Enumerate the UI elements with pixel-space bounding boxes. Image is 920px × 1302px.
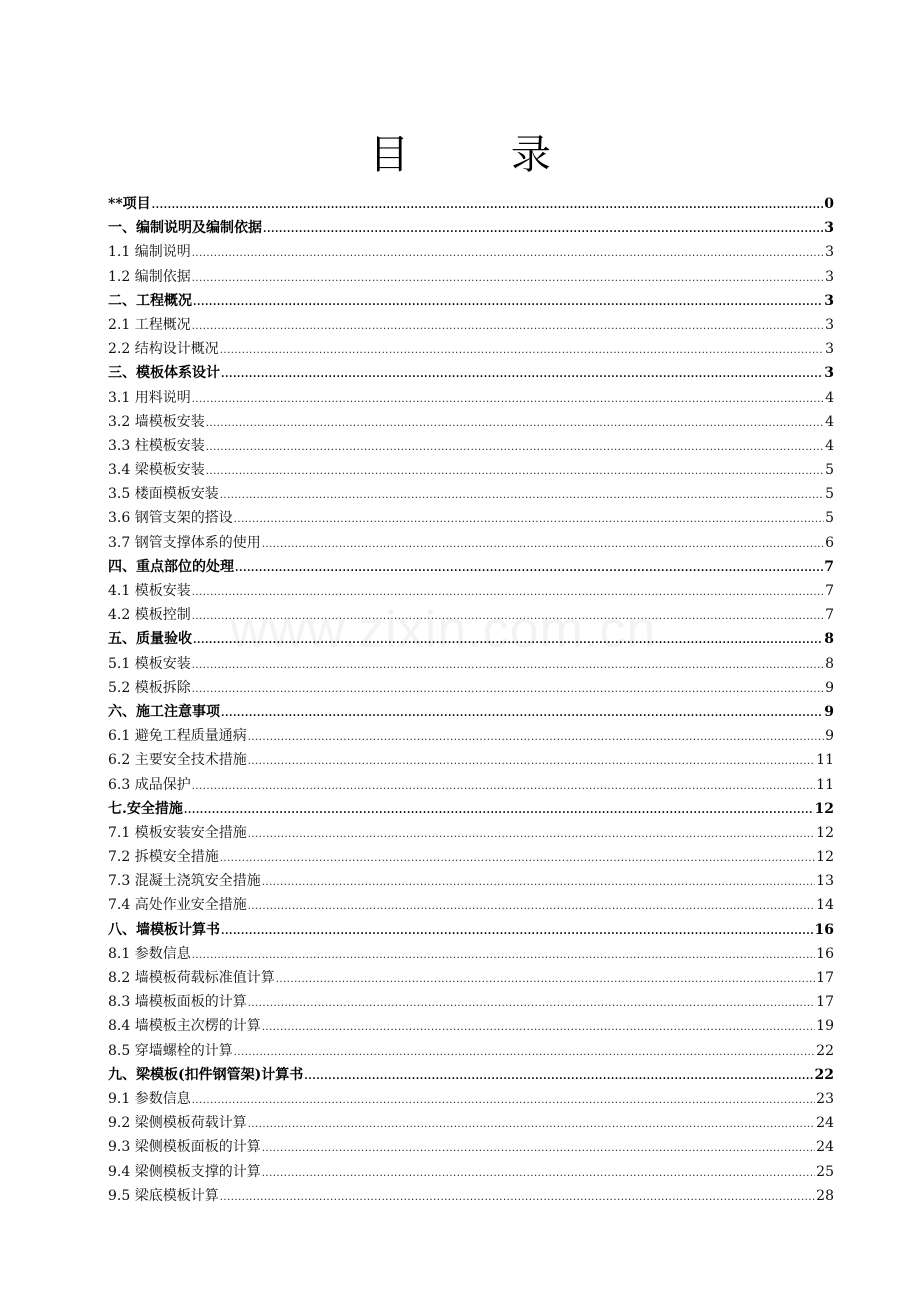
toc-entry-title: 五、质量验收 — [108, 631, 192, 648]
toc-dot-leader — [262, 871, 815, 895]
toc-page-number: 4 — [825, 413, 834, 430]
toc-dot-leader — [206, 460, 824, 484]
toc-entry[interactable] — [108, 627, 834, 651]
toc-dot-leader — [192, 1089, 815, 1113]
toc-page-number: 16 — [816, 945, 834, 962]
toc-page-number: 5 — [825, 462, 834, 479]
toc-dot-leader — [192, 267, 824, 291]
toc-entry[interactable] — [108, 265, 834, 289]
toc-dot-leader — [193, 629, 823, 653]
toc-entry-title: 9.4 梁侧模板支撑的计算 — [108, 1163, 261, 1180]
toc-page-number: 0 — [824, 196, 834, 212]
toc-page-number: 3 — [824, 292, 834, 309]
toc-entry[interactable] — [108, 942, 834, 966]
toc-entry-title: 3.6 钢管支架的搭设 — [108, 510, 233, 527]
toc-page-number: 24 — [816, 1139, 834, 1156]
toc-page-number: 23 — [816, 1090, 834, 1107]
page-title: 目 录 — [369, 132, 551, 178]
toc-entry[interactable] — [108, 966, 834, 990]
toc-entry[interactable] — [108, 216, 834, 240]
toc-entry-title: 7.1 模板安装安全措施 — [108, 824, 247, 841]
toc-entry[interactable] — [108, 918, 834, 942]
toc-page-number: 12 — [814, 800, 834, 817]
toc-page-number: 16 — [814, 921, 834, 938]
toc-entry-title: 六、施工注意事项 — [108, 703, 220, 720]
toc-entry-title: 6.3 成品保护 — [108, 776, 191, 793]
toc-entry-title: 2.2 结构设计概况 — [108, 341, 219, 358]
toc-entry[interactable] — [108, 555, 834, 579]
toc-entry[interactable] — [108, 1087, 834, 1111]
toc-entry[interactable] — [108, 386, 834, 410]
toc-page-number: 9 — [825, 679, 834, 696]
toc-page-number: 7 — [824, 558, 834, 575]
toc-entry[interactable] — [108, 313, 834, 337]
toc-entry-title: 3.7 钢管支撑体系的使用 — [108, 534, 261, 551]
toc-page-number: 24 — [816, 1115, 834, 1132]
toc-dot-leader — [221, 920, 814, 944]
toc-entry[interactable] — [108, 773, 834, 797]
toc-entry-title: 3.4 梁模板安装 — [108, 462, 205, 479]
toc-entry-title: 6.1 避免工程质量通病 — [108, 728, 247, 745]
toc-entry[interactable] — [108, 579, 834, 603]
toc-entry-title: 1.1 编制说明 — [108, 244, 191, 261]
toc-entry[interactable] — [108, 410, 834, 434]
toc-entry[interactable] — [108, 1063, 834, 1087]
toc-entry[interactable] — [108, 1135, 834, 1159]
toc-dot-leader — [220, 484, 824, 508]
toc-page-number: 11 — [816, 752, 834, 769]
toc-dot-leader — [192, 944, 815, 968]
toc-dot-leader — [263, 218, 823, 242]
toc-dot-leader — [262, 1137, 815, 1161]
toc-page-number: 5 — [825, 486, 834, 503]
toc-entry-title: 8.1 参数信息 — [108, 945, 191, 962]
toc-entry-title: 5.2 模板拆除 — [108, 679, 191, 696]
toc-dot-leader — [192, 775, 815, 799]
watermark: www.zixin.com.cn — [230, 601, 657, 659]
toc-dot-leader — [221, 363, 823, 387]
toc-dot-leader — [192, 654, 824, 678]
toc-entry[interactable] — [108, 893, 834, 917]
toc-entry-title: 七.安全措施 — [108, 800, 183, 817]
toc-dot-leader — [262, 533, 824, 557]
toc-dot-leader — [206, 436, 824, 460]
toc-entry[interactable] — [108, 603, 834, 627]
toc-entry-title: 7.3 混凝土浇筑安全措施 — [108, 873, 261, 890]
toc-dot-leader — [304, 1065, 813, 1089]
toc-dot-leader — [262, 1016, 815, 1040]
toc-entry[interactable] — [108, 482, 834, 506]
toc-page-number: 8 — [824, 631, 834, 648]
toc-dot-leader — [262, 1162, 815, 1186]
toc-entry[interactable] — [108, 361, 834, 385]
toc-entry-title: 2.1 工程概况 — [108, 316, 191, 333]
toc-entry-title: 4.1 模板安装 — [108, 583, 191, 599]
toc-page-number: 8 — [825, 655, 834, 672]
toc-dot-leader — [248, 750, 815, 774]
toc-dot-leader — [234, 1041, 815, 1065]
toc-entry[interactable] — [108, 337, 834, 361]
toc-page-number: 14 — [816, 897, 834, 914]
toc-entry[interactable] — [108, 289, 834, 313]
toc-entry-title: 3.3 柱模板安装 — [108, 437, 205, 454]
toc-dot-leader — [193, 291, 823, 315]
toc-dot-leader — [152, 194, 824, 218]
toc-dot-leader — [192, 315, 824, 339]
toc-entry[interactable] — [108, 434, 834, 458]
toc-dot-leader — [192, 242, 824, 266]
toc-entry-title: 4.2 模板控制 — [108, 607, 191, 624]
toc-dot-leader — [248, 992, 815, 1016]
toc-dot-leader — [192, 388, 824, 412]
toc-entry-title: 8.2 墙模板荷载标准值计算 — [108, 970, 275, 986]
toc-entry[interactable] — [108, 869, 834, 893]
toc-entry-title: 9.5 梁底模板计算 — [108, 1187, 219, 1204]
toc-page-number: 3 — [824, 220, 834, 237]
toc-entry-title: 二、工程概况 — [108, 292, 192, 309]
toc-entry-title: 7.4 高处作业安全措施 — [108, 897, 247, 914]
toc-page-number: 4 — [825, 437, 834, 454]
toc-dot-leader — [184, 799, 814, 823]
toc-entry[interactable] — [108, 724, 834, 748]
toc-page-number: 6 — [825, 534, 834, 551]
toc-dot-leader — [220, 339, 824, 363]
toc-entry-title: **项目 — [108, 196, 151, 212]
toc-page-number: 28 — [816, 1187, 834, 1204]
toc-dot-leader — [206, 412, 824, 436]
toc-entry-title: 8.5 穿墙螺栓的计算 — [108, 1042, 233, 1059]
toc-dot-leader — [248, 1113, 815, 1137]
toc-page-number: 9 — [824, 703, 834, 720]
toc-entry[interactable] — [108, 845, 834, 869]
toc-entry-title: 3.2 墙模板安装 — [108, 413, 205, 430]
toc-entry[interactable] — [108, 748, 834, 772]
toc-entry[interactable] — [108, 458, 834, 482]
toc-page-number: 22 — [814, 1066, 834, 1083]
toc-dot-leader — [192, 605, 824, 629]
toc-dot-leader — [248, 895, 815, 919]
toc-page-number: 11 — [816, 776, 834, 793]
toc-page-number: 19 — [816, 1018, 834, 1035]
toc-entry-title: 8.4 墙模板主次楞的计算 — [108, 1018, 261, 1035]
toc-entry[interactable] — [108, 821, 834, 845]
toc-entry-title: 四、重点部位的处理 — [108, 558, 234, 575]
toc-dot-leader — [220, 1186, 815, 1210]
toc-page-number: 3 — [824, 365, 834, 382]
toc-entry[interactable] — [108, 531, 834, 555]
toc-entry-title: 1.2 编制依据 — [108, 268, 191, 285]
toc-dot-leader — [248, 726, 824, 750]
toc-dot-leader — [234, 508, 824, 532]
toc-entry-title: 8.3 墙模板面板的计算 — [108, 994, 247, 1011]
toc-entry-title: 5.1 模板安装 — [108, 655, 191, 672]
toc-page-number: 22 — [816, 1042, 834, 1059]
toc-page-number: 3 — [825, 316, 834, 333]
toc-page-number: 17 — [816, 994, 834, 1011]
toc-entry-title: 3.5 楼面模板安装 — [108, 486, 219, 503]
toc-entry[interactable] — [108, 1184, 834, 1208]
toc-page-number: 7 — [825, 583, 834, 599]
toc-entry[interactable] — [108, 1039, 834, 1063]
toc-entry[interactable] — [108, 506, 834, 530]
toc-dot-leader — [276, 968, 815, 992]
toc-entry[interactable] — [108, 240, 834, 264]
toc-entry-title: 9.1 参数信息 — [108, 1090, 191, 1107]
toc-dot-leader — [192, 678, 824, 702]
toc-page-number: 12 — [816, 824, 834, 841]
toc-entry[interactable] — [108, 1111, 834, 1135]
toc-entry-title: 3.1 用料说明 — [108, 389, 191, 406]
toc-page-number: 7 — [825, 607, 834, 624]
toc-entry[interactable] — [108, 700, 834, 724]
toc-entry-title: 一、编制说明及编制依据 — [108, 220, 262, 237]
toc-entry-title: 9.3 梁侧模板面板的计算 — [108, 1139, 261, 1156]
toc-page-number: 9 — [825, 728, 834, 745]
toc-entry[interactable] — [108, 1014, 834, 1038]
toc-entry[interactable] — [108, 1160, 834, 1184]
toc-entry-title: 八、墙模板计算书 — [108, 921, 220, 938]
toc-page-number: 3 — [825, 244, 834, 261]
toc-dot-leader — [235, 557, 823, 581]
toc-page-number: 3 — [825, 341, 834, 358]
toc-entry-title: 九、梁模板(扣件钢管架)计算书 — [108, 1066, 304, 1083]
toc-dot-leader — [192, 581, 824, 605]
toc-entry-title: 6.2 主要安全技术措施 — [108, 752, 247, 769]
toc-page-number: 12 — [816, 849, 834, 866]
table-of-contents — [108, 192, 834, 1208]
toc-dot-leader — [221, 702, 823, 726]
toc-entry-title: 三、模板体系设计 — [108, 365, 220, 382]
toc-entry[interactable] — [108, 652, 834, 676]
toc-entry[interactable] — [108, 797, 834, 821]
toc-page-number: 4 — [825, 389, 834, 406]
toc-dot-leader — [248, 823, 815, 847]
toc-entry[interactable] — [108, 192, 834, 216]
toc-entry[interactable] — [108, 676, 834, 700]
toc-entry-title: 9.2 梁侧模板荷载计算 — [108, 1115, 247, 1132]
toc-page-number: 3 — [825, 268, 834, 285]
toc-page-number: 17 — [816, 970, 834, 986]
toc-entry-title: 7.2 拆模安全措施 — [108, 849, 219, 866]
toc-entry[interactable] — [108, 990, 834, 1014]
toc-page-number: 13 — [816, 873, 834, 890]
toc-page-number: 5 — [825, 510, 834, 527]
toc-dot-leader — [220, 847, 815, 871]
toc-page-number: 25 — [816, 1163, 834, 1180]
